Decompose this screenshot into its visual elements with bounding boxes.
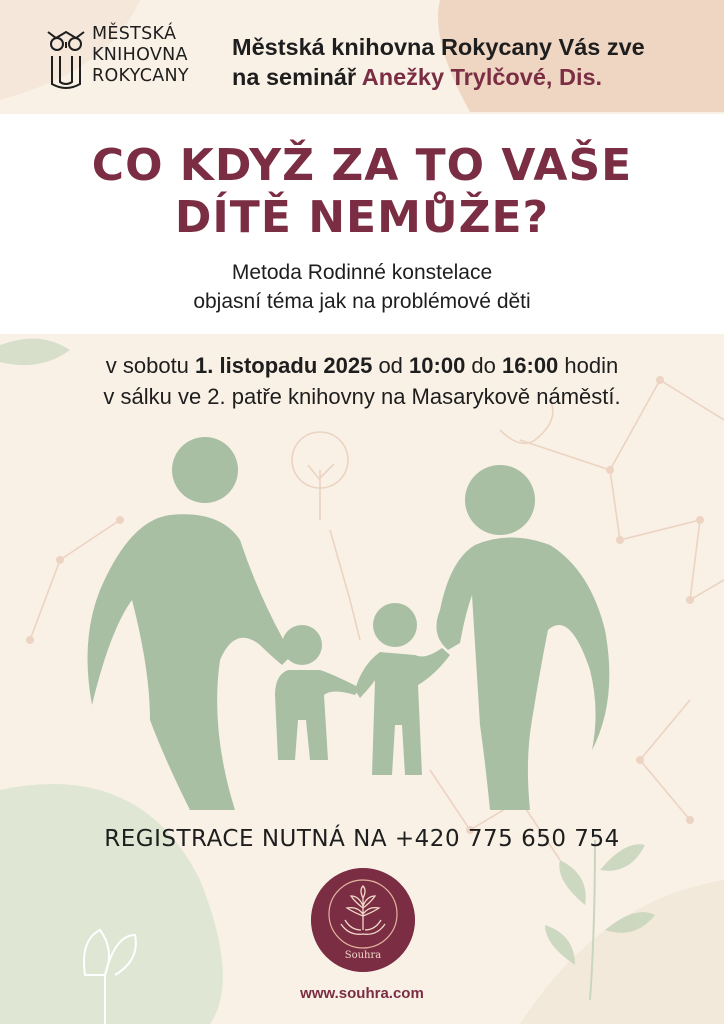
invitation-prefix: na seminář	[232, 64, 362, 90]
date-text: v sobotu	[105, 353, 196, 378]
owl-book-icon	[46, 26, 86, 90]
date-text: do	[465, 353, 503, 378]
event-subtitle	[0, 258, 724, 316]
event-date: 1. listopadu 2025	[195, 353, 373, 378]
date-text: od	[372, 353, 410, 378]
event-date-line	[0, 350, 724, 381]
invitation-line-1: Městská knihovna Rokycany Vás zve	[232, 34, 645, 60]
event-subtitle-line-2: objasní téma jak na problémové děti	[193, 290, 531, 313]
library-logo	[46, 24, 216, 96]
event-date-location	[0, 350, 724, 412]
library-name-line: KNIHOVNA	[92, 45, 188, 65]
family-illustration	[70, 430, 630, 810]
end-time: 16:00	[502, 353, 559, 378]
library-name-line: ROKYCANY	[92, 66, 189, 86]
lecturer-name: Anežky Trylčové, Dis.	[361, 64, 603, 90]
event-title	[0, 140, 724, 244]
library-name-line: MĚSTSKÁ	[92, 24, 177, 44]
website-link[interactable]: www.souhra.com	[300, 985, 424, 1002]
invitation-text	[232, 32, 712, 92]
event-location: v sálku ve 2. patře knihovny na Masarykově náměstí.	[103, 384, 621, 409]
date-text: hodin	[558, 353, 619, 378]
event-title-line-2: DÍTĚ NEMŮŽE?	[174, 192, 550, 243]
invitation-line-2	[232, 62, 712, 92]
header	[0, 0, 724, 112]
event-subtitle-line-1: Metoda Rodinné konstelace	[231, 261, 493, 284]
registration-info: REGISTRACE NUTNÁ NA +420 775 650 754	[104, 826, 620, 852]
library-name	[92, 24, 189, 87]
souhra-label: Souhra	[344, 950, 382, 961]
start-time: 10:00	[409, 353, 466, 378]
event-title-line-1: CO KDYŽ ZA TO VAŠE	[91, 140, 633, 191]
